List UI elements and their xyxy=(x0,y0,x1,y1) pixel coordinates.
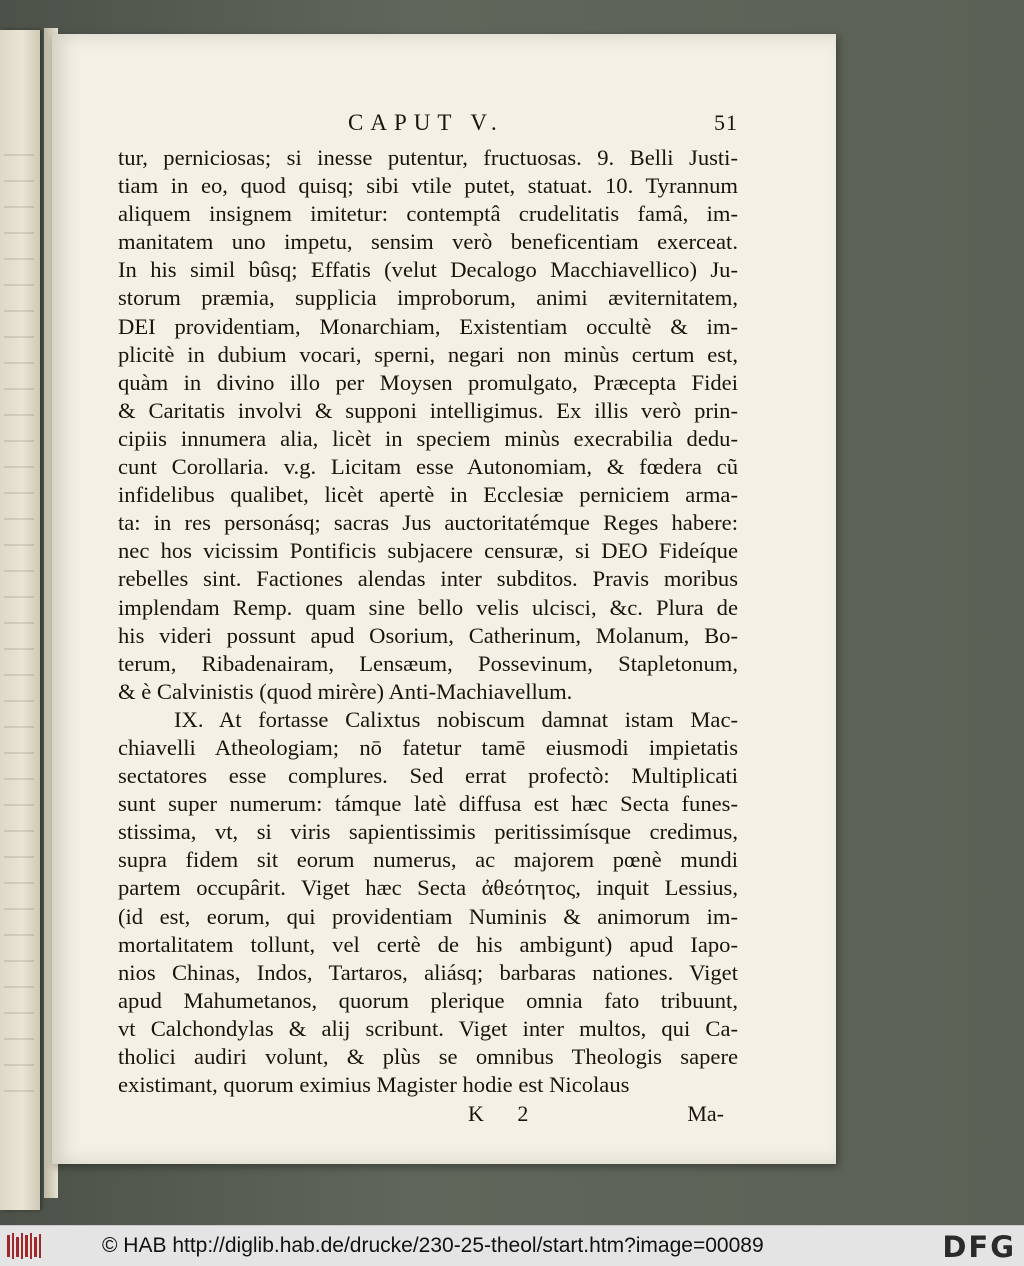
text-line: plicitè in dubium vocari, sperni, negari non minùs certum est, xyxy=(118,341,738,367)
text-line: chiavelli Atheologiam; nō fatetur tamē eiusmodi impietatis xyxy=(118,734,738,760)
dfg-logo: DFG xyxy=(942,1230,1016,1264)
text-line: terum, Ribadenairam, Lensæum, Possevinum, Stapletonum, xyxy=(118,650,738,676)
facing-page-edge xyxy=(0,30,40,1210)
text-line: rebelles sint. Factiones alendas inter subditos. Pravis moribus xyxy=(118,566,738,592)
hab-logo-icon xyxy=(0,1226,50,1266)
text-line: In his simil bûsq; Effatis (velut Decalogo Macchiavellico) Ju- xyxy=(118,257,738,283)
viewer-footer-bar xyxy=(0,1225,1024,1266)
text-line: cunt Corollaria. v.g. Licitam esse Autonomiam, & fœdera cũ xyxy=(118,454,738,480)
text-line: DEI providentiam, Monarchiam, Existentiam occultè & im- xyxy=(118,313,738,339)
text-line: (id est, eorum, qui providentiam Numinis & animorum im- xyxy=(118,903,738,929)
text-line: infidelibus qualibet, licèt apertè in Ecclesiæ perniciem arma- xyxy=(118,482,738,508)
text-line: & è Calvinistis (quod mirère) Anti-Machiavellum. xyxy=(118,678,573,704)
text-line: his videri possunt apud Osorium, Catherinum, Molanum, Bo- xyxy=(118,622,738,648)
text-line: quàm in divino illo per Moysen promulgato, Præcepta Fidei xyxy=(118,369,738,395)
facing-page-text-fragment xyxy=(4,140,34,1100)
text-line: partem occupârit. Viget hæc Secta ἀθεότητος, inquit Lessius, xyxy=(118,875,738,901)
page-text xyxy=(118,110,738,1131)
running-title: CAPUT V. xyxy=(348,110,504,135)
text-line: cipiis innumera alia, licèt in speciem minùs execrabilia dedu- xyxy=(118,425,738,451)
text-line: ta: in res personásq; sacras Jus auctoritatémque Reges habere: xyxy=(118,510,738,536)
text-line: tur, perniciosas; si inesse putentur, fructuosas. 9. Belli Justi- xyxy=(118,145,738,170)
text-line: storum præmia, supplicia improborum, animi æviternitatem, xyxy=(118,285,738,311)
text-line: mortalitatem tollunt, vel certè de his ambigunt) apud Iapo- xyxy=(118,931,738,957)
text-line: sunt super numerum: támque latè diffusa est hæc Secta funes- xyxy=(118,791,738,817)
text-line: stissima, vt, si viris sapientissimis peritissimísque credimus, xyxy=(118,819,738,845)
copyright-link[interactable]: © HAB http://diglib.hab.de/drucke/230-25-theol/start.htm?image=00089 xyxy=(102,1234,764,1257)
text-line: implendam Remp. quam sine bello velis ulcisci, &c. Plura de xyxy=(118,594,738,620)
text-line: apud Mahumetanos, quorum plerique omnia fato tribuunt, xyxy=(118,987,738,1013)
text-line: & Caritatis involvi & supponi intelligimus. Ex illis verò prin- xyxy=(118,397,738,423)
page-header xyxy=(118,110,738,144)
text-line: tholici audiri volunt, & plùs se omnibus Theologis sapere xyxy=(118,1044,738,1069)
text-line: manitatem uno impetu, sensim verò beneficentiam exerceat. xyxy=(118,229,738,255)
text-line: nec hos vicissim Pontificis subjacere censuræ, si DEO Fideíque xyxy=(118,538,738,564)
text-line: vt Calchondylas & alij scribunt. Viget inter multos, qui Ca- xyxy=(118,1015,738,1041)
text-line: nios Chinas, Indos, Tartaros, aliásq; barbaras nationes. Viget xyxy=(118,959,738,985)
text-line: IX. At fortasse Calixtus nobiscum damnat istam Mac- xyxy=(174,706,738,732)
page-footer xyxy=(118,1101,738,1131)
page-number: 51 xyxy=(714,110,738,135)
catchword: Ma- xyxy=(687,1101,724,1127)
text-line: supra fidem sit eorum numerus, ac majorem pœnè mundi xyxy=(118,847,738,873)
text-line: sectatores esse complures. Sed errat profectò: Multiplicati xyxy=(118,763,738,789)
text-line: aliquem insignem imitetur: contemptâ crudelitatis famâ, im- xyxy=(118,201,738,227)
signature-mark: K 2 xyxy=(468,1101,543,1127)
text-line: tiam in eo, quod quisq; sibi vtile putet, statuat. 10. Tyrannum xyxy=(118,173,738,199)
text-lines xyxy=(118,144,738,1099)
text-line: existimant, quorum eximius Magister hodie est Nicolaus xyxy=(118,1072,630,1098)
